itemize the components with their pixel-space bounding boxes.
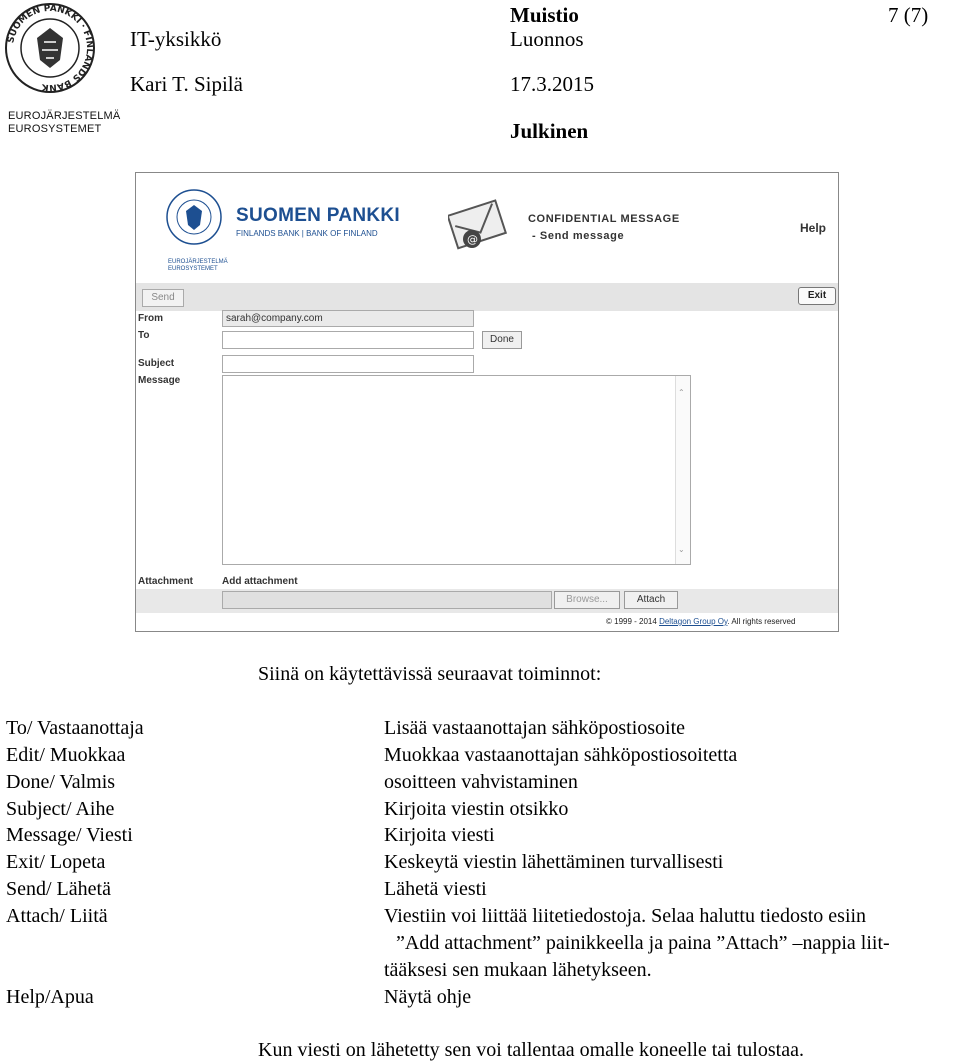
eurosystem-fi: EUROJÄRJESTELMÄ xyxy=(8,110,121,122)
copyright xyxy=(606,617,795,626)
app-title: CONFIDENTIAL MESSAGE xyxy=(528,213,680,225)
toolbar xyxy=(136,283,838,311)
desc-attach xyxy=(384,903,954,984)
from-field: sarah@company.com xyxy=(222,310,474,327)
desc-attach-line: tääksesi sen mukaan lähetykseen. xyxy=(384,959,652,981)
term-subject: Subject/ Aihe xyxy=(6,798,115,820)
footer-note: Kun viesti on lähetetty sen voi tallentaa omalle koneelle tai tulostaa. xyxy=(258,1039,804,1061)
unit-label: IT-yksikkö xyxy=(130,27,222,51)
term-send: Send/ Lähetä xyxy=(6,878,111,900)
to-input[interactable] xyxy=(222,331,474,349)
message-label: Message xyxy=(138,375,181,386)
term-exit: Exit/ Lopeta xyxy=(6,851,106,873)
app-subtitle: - Send message xyxy=(532,230,625,242)
scroll-down-icon[interactable]: ⌄ xyxy=(678,545,685,554)
bank-logo xyxy=(2,2,121,138)
done-button[interactable]: Done xyxy=(482,331,522,349)
desc-message: Kirjoita viesti xyxy=(384,824,495,846)
term-message: Message/ Viesti xyxy=(6,824,133,846)
message-scrollbar[interactable] xyxy=(675,376,690,564)
vendor-link[interactable]: Deltagon Group Oy xyxy=(659,617,728,626)
desc-to: Lisää vastaanottajan sähköpostiosoite xyxy=(384,717,686,739)
send-button[interactable]: Send xyxy=(142,289,184,307)
doc-date: 17.3.2015 xyxy=(510,72,594,96)
exit-button[interactable]: Exit xyxy=(798,287,836,305)
desc-exit: Keskeytä viestin lähettäminen turvallisesti xyxy=(384,851,724,873)
scroll-up-icon[interactable]: ⌃ xyxy=(678,388,685,397)
app-screenshot xyxy=(135,172,839,632)
attachment-label: Attachment xyxy=(138,576,194,587)
subject-input[interactable] xyxy=(222,355,474,373)
term-attach: Attach/ Liitä xyxy=(6,905,108,927)
to-label: To xyxy=(138,330,150,341)
browse-button[interactable]: Browse... xyxy=(554,591,620,609)
desc-edit: Muokkaa vastaanottajan sähköpostiosoitetta xyxy=(384,744,738,766)
term-help: Help/Apua xyxy=(6,986,94,1008)
file-path-input[interactable] xyxy=(222,591,552,609)
doc-type: Muistio xyxy=(510,3,579,27)
seal-icon xyxy=(4,2,96,94)
page-number: 7 (7) xyxy=(888,3,929,27)
eurosystem-sv: EUROSYSTEMET xyxy=(8,123,102,135)
mini-logo-line1: EUROJÄRJESTELMÄ xyxy=(168,259,228,265)
message-textarea[interactable] xyxy=(222,375,691,565)
author-label: Kari T. Sipilä xyxy=(130,72,243,96)
term-edit: Edit/ Muokkaa xyxy=(6,744,126,766)
svg-text:SUOMEN PANKKI · FINLANDS BANK: SUOMEN PANKKI · FINLANDS BANK xyxy=(6,3,95,93)
classification: Julkinen xyxy=(510,119,589,143)
attach-button[interactable]: Attach xyxy=(624,591,678,609)
desc-send: Lähetä viesti xyxy=(384,878,487,900)
add-attachment-label: Add attachment xyxy=(222,576,298,587)
envelope-icon xyxy=(448,197,508,255)
desc-done: osoitteen vahvistaminen xyxy=(384,771,578,793)
doc-status: Luonnos xyxy=(510,27,584,51)
term-to: To/ Vastaanottaja xyxy=(6,717,144,739)
desc-attach-line: ”Add attachment” painikkeella ja paina ”Attach” –nappia liit- xyxy=(396,932,890,954)
copyright-tail: . All rights reserved xyxy=(727,617,796,626)
copyright-years: © 1999 - 2014 xyxy=(606,617,657,626)
intro-text: Siinä on käytettävissä seuraavat toiminnot: xyxy=(258,663,602,685)
desc-help: Näytä ohje xyxy=(384,986,472,1008)
desc-attach-line: Viestiin voi liittää liitetiedostoja. Selaa haluttu tiedosto esiin xyxy=(384,905,867,927)
mini-logo-line2: EUROSYSTEMET xyxy=(168,266,218,272)
desc-subject: Kirjoita viestin otsikko xyxy=(384,798,569,820)
subject-label: Subject xyxy=(138,358,175,369)
term-done: Done/ Valmis xyxy=(6,771,116,793)
app-brand: SUOMEN PANKKI xyxy=(236,205,400,226)
help-link[interactable]: Help xyxy=(800,221,827,235)
svg-text:@: @ xyxy=(467,233,478,246)
from-label: From xyxy=(138,313,163,324)
app-brand-sub: FINLANDS BANK | BANK OF FINLAND xyxy=(236,229,378,238)
